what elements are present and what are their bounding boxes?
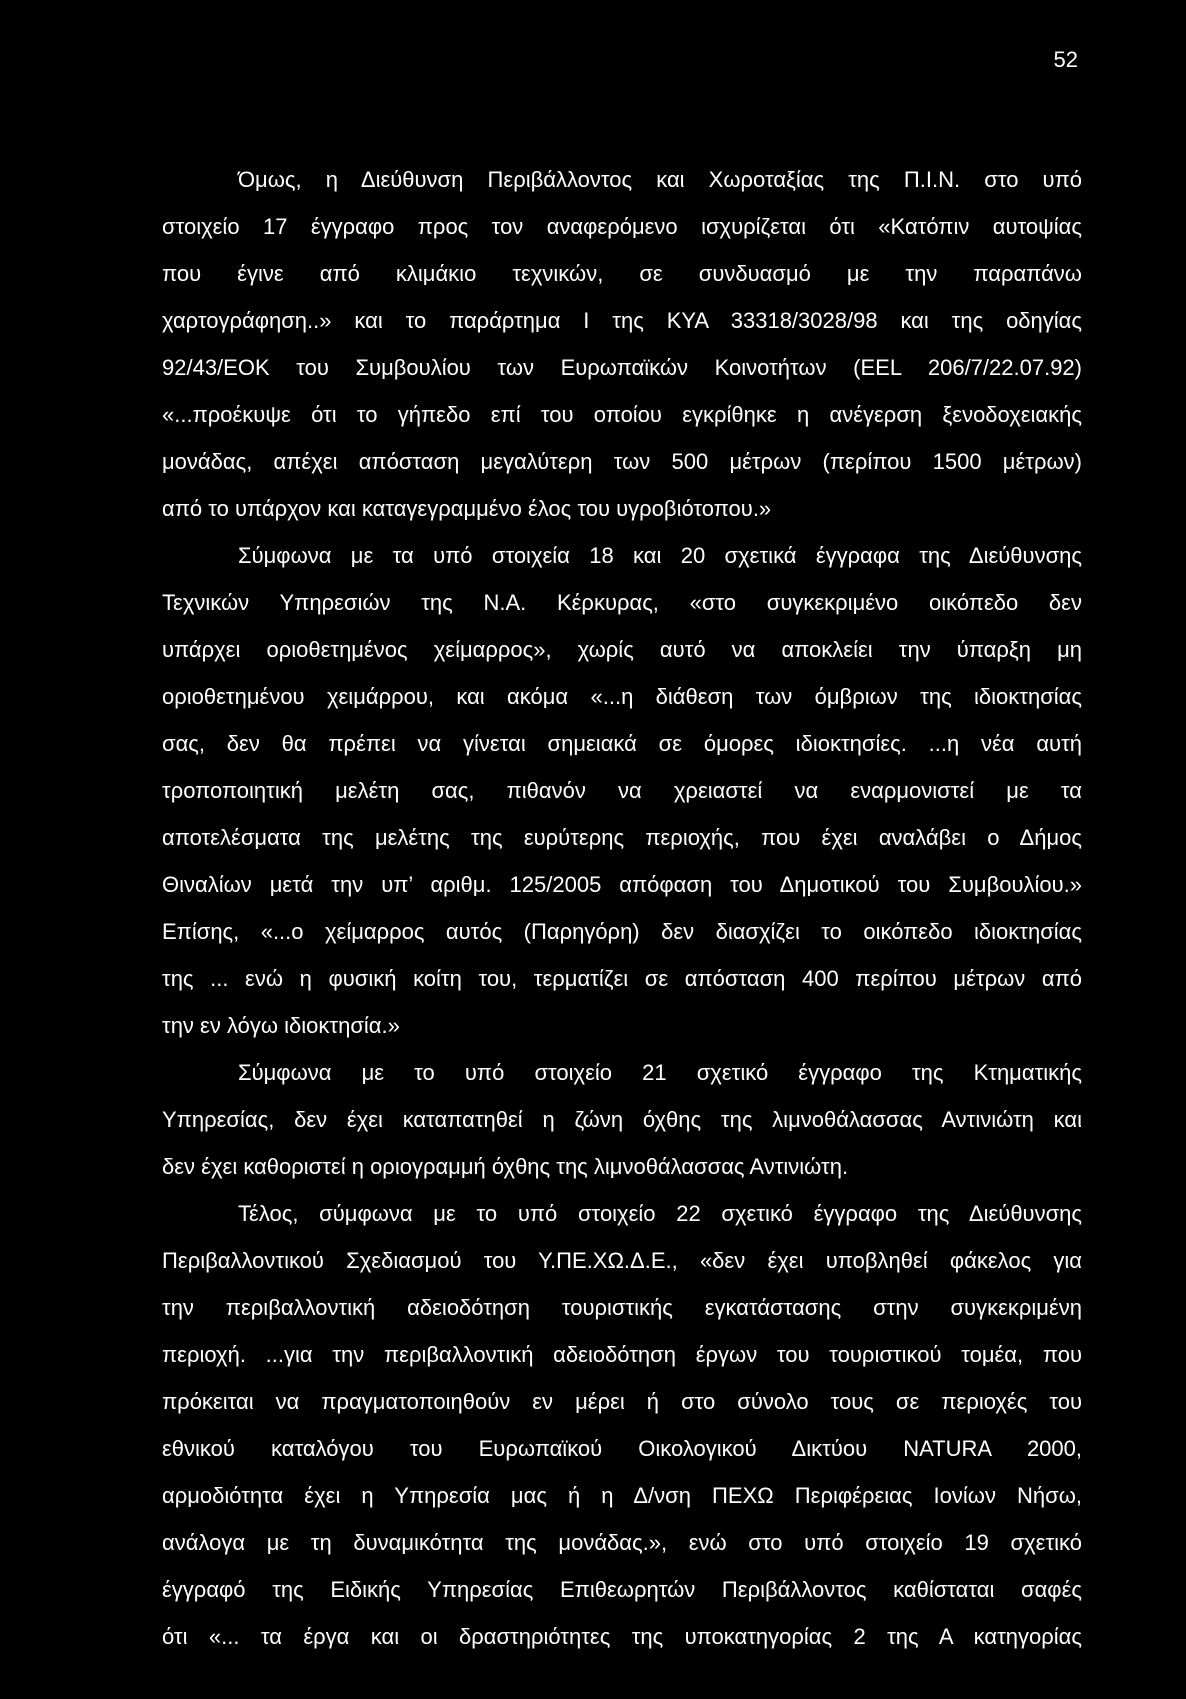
text-line: έγγραφό της Ειδικής Υπηρεσίας Επιθεωρητών Περιβάλλοντος καθίσταται σαφές — [162, 1577, 1082, 1602]
text-line: Επίσης, «...ο χείμαρρος αυτός (Παρηγόρη) δεν διασχίζει το οικόπεδο ιδιοκτησίας — [162, 919, 1082, 944]
text-line: πρόκειται να πραγματοποιηθούν εν μέρει ή στο σύνολο τους σε περιοχές του — [162, 1389, 1082, 1414]
text-line: την περιβαλλοντική αδειοδότηση τουριστικής εγκατάστασης στην συγκεκριμένη — [162, 1295, 1082, 1320]
text-line: Τέλος, σύμφωνα με το υπό στοιχείο 22 σχετικό έγγραφο της Διεύθυνσης — [238, 1201, 1082, 1226]
text-line: 92/43/ΕΟΚ του Συμβουλίου των Ευρωπαϊκών Κοινοτήτων (EEL 206/7/22.07.92) — [162, 355, 1082, 380]
text-line: Όμως, η Διεύθυνση Περιβάλλοντος και Χωροταξίας της Π.Ι.Ν. στο υπό — [238, 167, 1082, 192]
text-line: μονάδας, απέχει απόσταση μεγαλύτερη των 500 μέτρων (περίπου 1500 μέτρων) — [162, 449, 1082, 474]
text-line: οριοθετημένου χειμάρρου, και ακόμα «...η διάθεση των όμβριων της ιδιοκτησίας — [162, 684, 1082, 709]
text-line: Θιναλίων μετά την υπ’ αριθμ. 125/2005 απόφαση του Δημοτικού του Συμβουλίου.» — [162, 872, 1082, 897]
text-line: δεν έχει καθοριστεί η οριογραμμή όχθης της λιμνοθάλασσας Αντινιώτη. — [162, 1154, 849, 1179]
text-line: υπάρχει οριοθετημένος χείμαρρος», χωρίς αυτό να αποκλείει την ύπαρξη μη — [162, 637, 1082, 662]
text-line: Σύμφωνα με το υπό στοιχείο 21 σχετικό έγγραφο της Κτηματικής — [238, 1060, 1082, 1085]
text-line: της ... ενώ η φυσική κοίτη του, τερματίζει σε απόσταση 400 περίπου μέτρων από — [162, 966, 1082, 991]
text-line: από το υπάρχον και καταγεγραμμένο έλος του υγροβιότοπου.» — [162, 496, 772, 521]
text-line: σας, δεν θα πρέπει να γίνεται σημειακά σε όμορες ιδιοκτησίες. ...η νέα αυτή — [162, 731, 1082, 756]
text-line: χαρτογράφηση..» και το παράρτημα Ι της ΚΥΑ 33318/3028/98 και της οδηγίας — [162, 308, 1082, 333]
text-line: τροποποιητική μελέτη σας, πιθανόν να χρειαστεί να εναρμονιστεί με τα — [162, 778, 1082, 803]
text-line: Σύμφωνα με τα υπό στοιχεία 18 και 20 σχετικά έγγραφα της Διεύθυνσης — [238, 543, 1082, 568]
text-line: «...προέκυψε ότι το γήπεδο επί του οποίου εγκρίθηκε η ανέγερση ξενοδοχειακής — [162, 402, 1082, 427]
text-line: ανάλογα με τη δυναμικότητα της μονάδας.», ενώ στο υπό στοιχείο 19 σχετικό — [162, 1530, 1082, 1555]
text-line: περιοχή. ...για την περιβαλλοντική αδειοδότηση έργων του τουριστικού τομέα, που — [162, 1342, 1082, 1367]
text-line: στοιχείο 17 έγγραφο προς τον αναφερόμενο ισχυρίζεται ότι «Κατόπιν αυτοψίας — [162, 214, 1082, 239]
text-line: Τεχνικών Υπηρεσιών της Ν.Α. Κέρκυρας, «στο συγκεκριμένο οικόπεδο δεν — [162, 590, 1082, 615]
text-line: που έγινε από κλιμάκιο τεχνικών, σε συνδυασμό με την παραπάνω — [162, 261, 1082, 286]
text-line: ότι «... τα έργα και οι δραστηριότητες της υποκατηγορίας 2 της Α κατηγορίας — [162, 1624, 1082, 1649]
document-body — [162, 156, 1082, 1660]
page-number: 52 — [1053, 47, 1078, 72]
text-line: Υπηρεσίας, δεν έχει καταπατηθεί η ζώνη όχθης της λιμνοθάλασσας Αντινιώτη και — [162, 1107, 1082, 1132]
text-line: την εν λόγω ιδιοκτησία.» — [162, 1013, 400, 1038]
text-line: Περιβαλλοντικού Σχεδιασμού του Υ.ΠΕ.ΧΩ.Δ.Ε., «δεν έχει υποβληθεί φάκελος για — [162, 1248, 1082, 1273]
text-line: αποτελέσματα της μελέτης της ευρύτερης περιοχής, που έχει αναλάβει ο Δήμος — [162, 825, 1082, 850]
text-line: αρμοδιότητα έχει η Υπηρεσία μας ή η Δ/νση ΠΕΧΩ Περιφέρειας Ιονίων Νήσω, — [162, 1483, 1082, 1508]
text-line: εθνικού καταλόγου του Ευρωπαϊκού Οικολογικού Δικτύου NATURA 2000, — [162, 1436, 1082, 1461]
